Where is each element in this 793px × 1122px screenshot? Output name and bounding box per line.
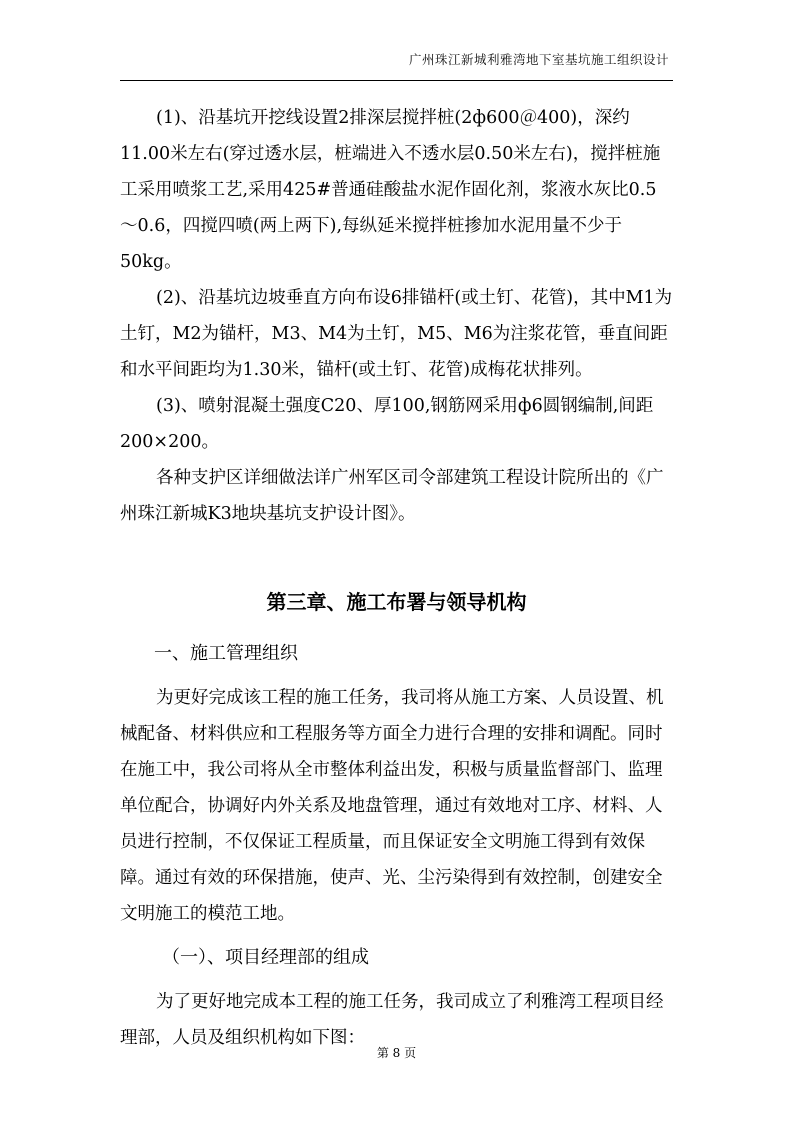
page-body (120, 100, 673, 1056)
paragraph-management: 为更好完成该工程的施工任务，我司将从施工方案、人员设置、机械配备、材料供应和工程服务等方面全力进行合理的安排和调配。同时在施工中，我公司将从全市整体利益出发，积极与质量监督部门、监理单位配合，协调好内外关系及地盘管理，通过有效地对工序、材料、人员进行控制，不仅保证工程质量，而且保证安全文明施工得到有效保障。通过有效的环保措施，使声、光、尘污染得到有效控制，创建安全文明施工的模范工地。 (120, 688, 664, 924)
paragraph-design-reference: 各种支护区详细做法详广州军区司令部建筑工程设计院所出的《广州珠江新城K3地块基坑支护设计图》。 (120, 468, 664, 524)
section-heading: 一、施工管理组织 (154, 643, 298, 664)
page-number: 第 8 页 (376, 1046, 417, 1060)
header-rule (120, 80, 673, 81)
chapter-title: 第三章、施工布署与领导机构 (266, 590, 527, 614)
subsection-heading: （一）、项目经理部的组成 (162, 947, 369, 968)
running-header: 广州珠江新城利雅湾地下室基坑施工组织设计 (408, 52, 669, 67)
paragraph-shotcrete: (3)、喷射混凝土强度C20、厚100,钢筋网采用ф6圆钢编制,间距200×200。 (120, 396, 654, 452)
paragraph-anchors: (2)、沿基坑边坡垂直方向布设6排锚杆(或土钉、花管)，其中M1为土钉，M2为锚杆，M3、M4为土钉，M5、M6为注浆花管，垂直间距和水平间距均为1.30米，锚杆(或土钉、花管)成梅花状排列。 (120, 288, 673, 380)
paragraph-project-department: 为了更好地完成本工程的施工任务，我司成立了利雅湾工程项目经理部，人员及组织机构如下图： (120, 992, 664, 1048)
paragraph-mixing-piles: (1)、沿基坑开挖线设置2排深层搅拌桩(2ф600＠400)，深约11.00米左右(穿过透水层，桩端进入不透水层0.50米左右)，搅拌桩施工采用喷浆工艺,采用425#普通硅酸盐水泥作固化剂，浆液水灰比0.5～0.6，四搅四喷(两上两下),每纵延米搅拌桩掺加水泥用量不少于50kg。 (120, 108, 661, 272)
